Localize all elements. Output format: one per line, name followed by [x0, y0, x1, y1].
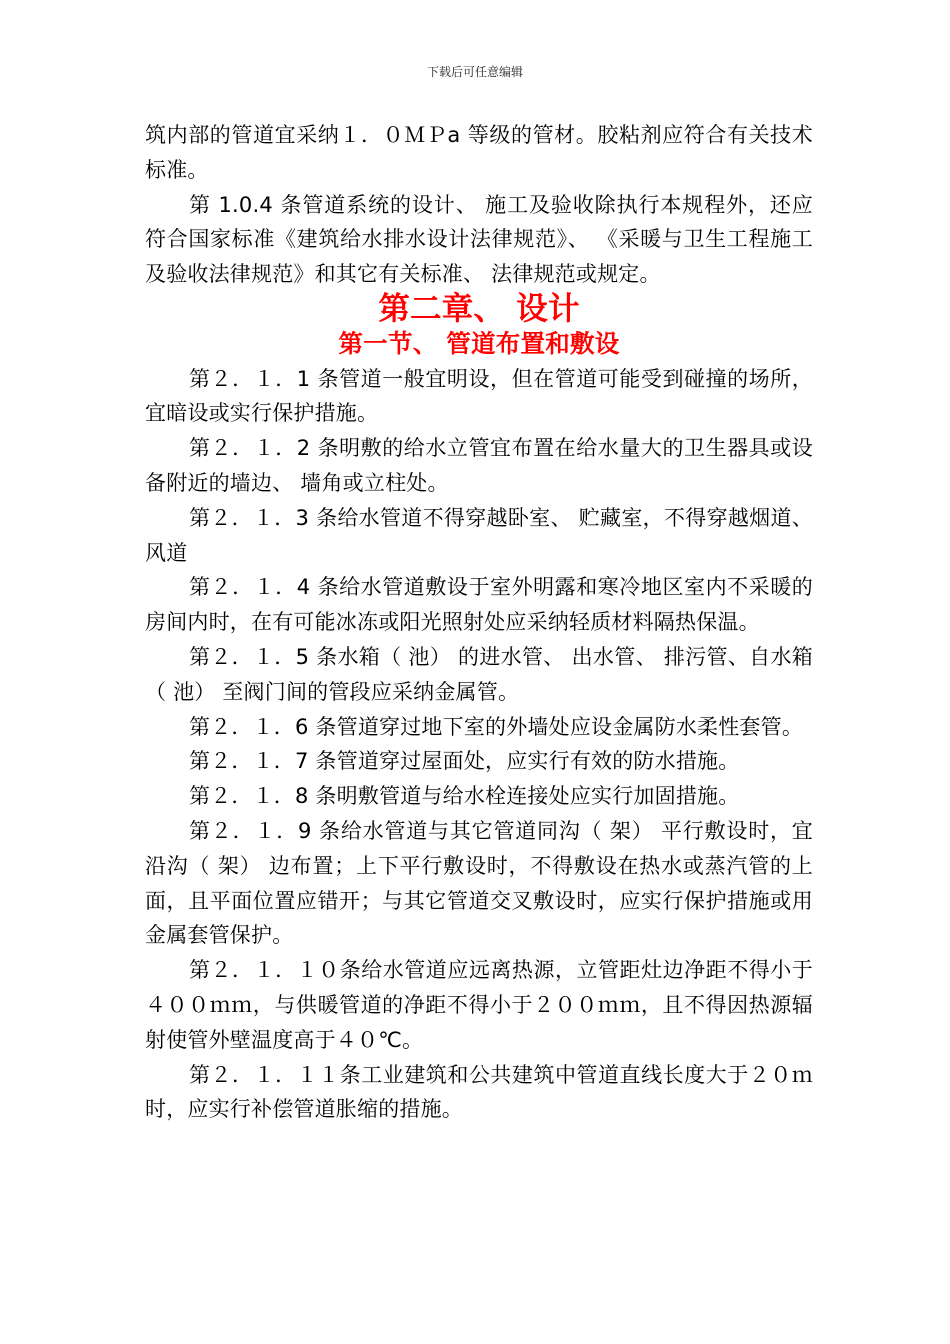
clause-2-1-6: 第２．１．6 条管道穿过地下室的外墙处应设金属防水柔性套管。: [189, 714, 804, 739]
section-heading: 第一节、 管道布置和敷设: [338, 328, 620, 358]
paragraph-clause-1-0-4: 第 1.0.4 条管道系统的设计、 施工及验收除执行本规程外，还应符合国家标准《建筑给水排水设计法律规范》、 《采暖与卫生工程施工及验收法律规范》和其它有关标准、 法律规范或规定。: [145, 192, 813, 287]
paragraph-continuation: 筑内部的管道宜采纳１．０ＭＰa 等级的管材。胶粘剂应符合有关技术标准。: [145, 123, 813, 182]
clause-2-1-10: 第２．１．１０条给水管道应远离热源，立管距灶边净距不得小于４００ｍｍ，与供暖管道的净距不得小于２００ｍｍ，且不得因热源辐射使管外壁温度高于４０℃。: [145, 958, 813, 1052]
clause-2-1-2: 第２．１．2 条明敷的给水立管宜布置在给水量大的卫生器具或设备附近的墙边、 墙角或立柱处。: [145, 436, 813, 495]
clause-2-1-7: 第２．１．7 条管道穿过屋面处，应实行有效的防水措施。: [189, 749, 740, 774]
clause-2-1-11: 第２．１．１１条工业建筑和公共建筑中管道直线长度大于２０ｍ时，应实行补偿管道胀缩的措施。: [145, 1062, 813, 1122]
clause-2-1-4: 第２．１．4 条给水管道敷设于室外明露和寒冷地区室内不采暖的房间内时，在有可能冰冻或阳光照射处应采纳轻质材料隔热保温。: [145, 575, 813, 635]
clause-2-1-9: 第２．１．9 条给水管道与其它管道同沟（ 架） 平行敷设时，宜沿沟（ 架） 边布置；上下平行敷设时，不得敷设在热水或蒸汽管的上面，且平面位置应错开；与其它管道交叉敷设时，应实行保护措施或用金属套管保护。: [145, 818, 813, 948]
clause-2-1-8: 第２．１．8 条明敷管道与给水栓连接处应实行加固措施。: [189, 784, 740, 809]
clause-2-1-5: 第２．１．5 条水箱（ 池） 的进水管、 出水管、 排污管、自水箱（ 池） 至阀门间的管段应采纳金属管。: [145, 644, 813, 704]
document-body: [145, 118, 813, 1127]
clause-2-1-1: 第２．１．1 条管道一般宜明设，但在管道可能受到碰撞的场所，宜暗设或实行保护措施。: [145, 366, 813, 426]
page-header-note: 下载后可任意编辑: [426, 65, 523, 79]
chapter-heading: 第二章、 设计: [378, 290, 580, 327]
clause-2-1-3: 第２．１．3 条给水管道不得穿越卧室、 贮藏室，不得穿越烟道、 风道: [145, 505, 813, 565]
